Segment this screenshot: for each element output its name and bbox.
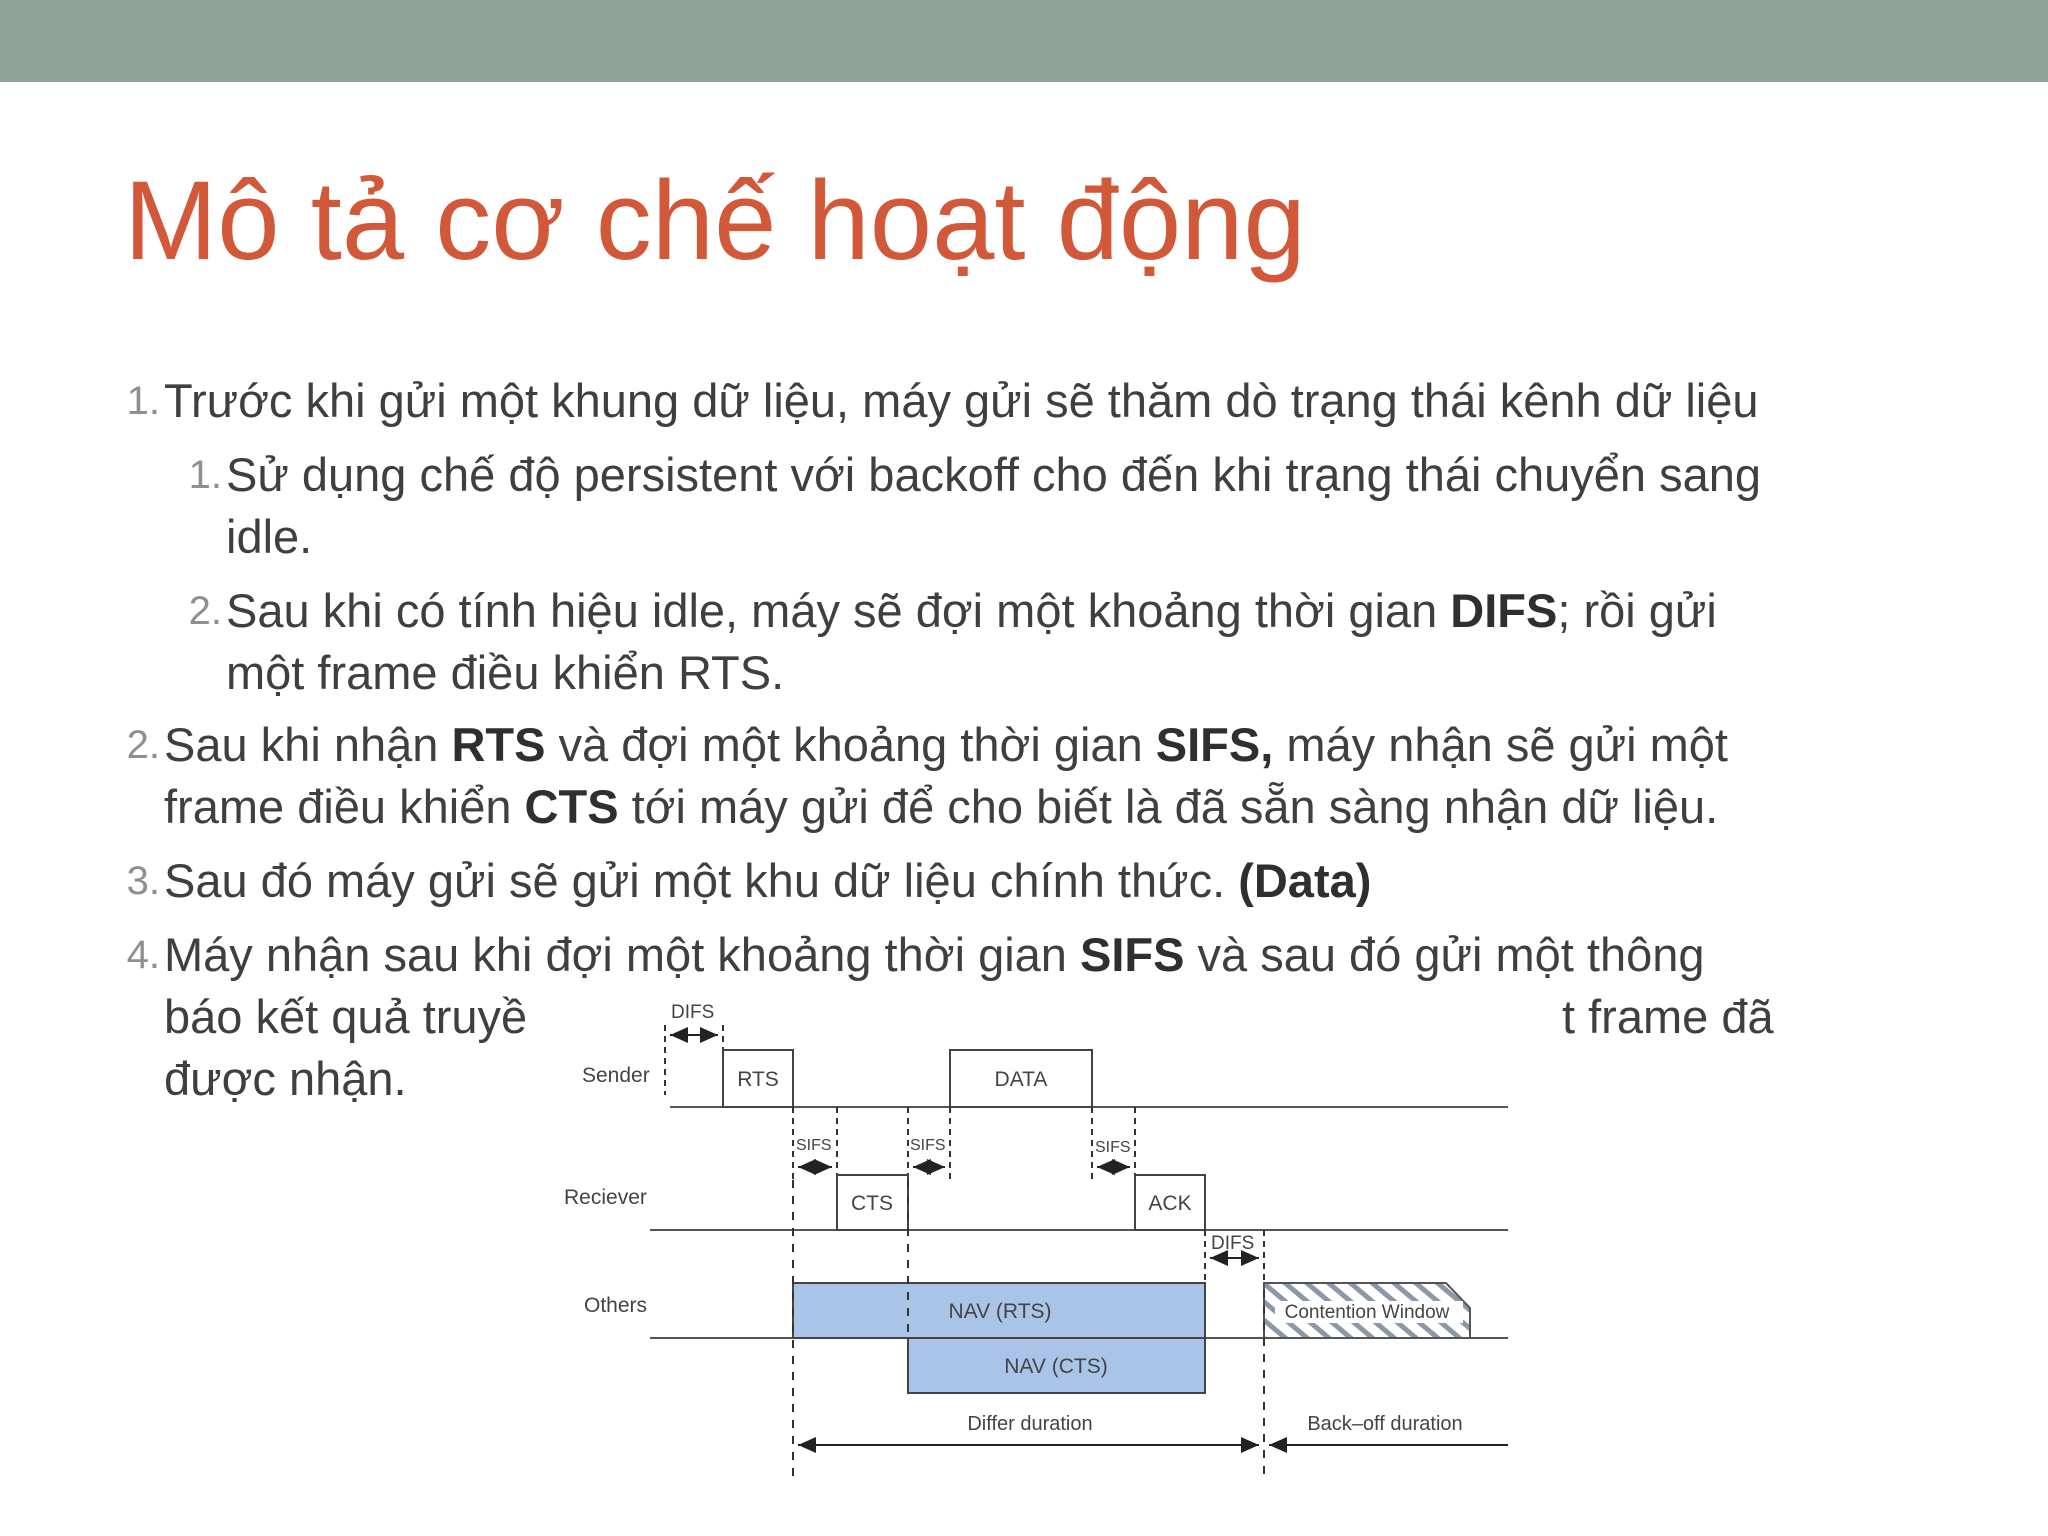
list-item-text: Sử dụng chế độ persistent với backoff cho đến khi trạng thái chuyển sang — [226, 448, 1762, 501]
nav-cts-label: NAV (CTS) — [1004, 1355, 1108, 1378]
list-item-2 — [126, 714, 1728, 838]
sifs-label: SIFS — [910, 1137, 946, 1154]
rts-cts-timing-diagram — [540, 990, 1544, 1490]
difs-label: DIFS — [1211, 1233, 1255, 1254]
list-item-text: Sau khi có tính hiệu idle, máy sẽ đợi một khoảng thời gian DIFS; rồi gửi — [226, 584, 1717, 637]
rts-label: RTS — [737, 1068, 779, 1091]
list-number: 1. — [126, 379, 160, 423]
data-label: DATA — [994, 1068, 1048, 1091]
list-number: 1. — [188, 453, 222, 497]
row-label-receiver: Reciever — [564, 1186, 647, 1209]
contention-window-label: Contention Window — [1284, 1302, 1450, 1323]
list-item-text: Sau khi nhận RTS và đợi một khoảng thời gian SIFS, máy nhận sẽ gửi một — [164, 718, 1728, 771]
sifs-label: SIFS — [796, 1137, 832, 1154]
nav-rts-label: NAV (RTS) — [948, 1300, 1052, 1323]
difs-label: DIFS — [671, 1002, 715, 1023]
list-item-text: Sau đó máy gửi sẽ gửi một khu dữ liệu chính thức. (Data) — [164, 854, 1372, 907]
list-item-1 — [126, 370, 1759, 432]
list-number: 4. — [126, 933, 160, 977]
list-item-text: idle. — [226, 510, 313, 563]
list-item-3 — [126, 850, 1372, 912]
backoff-duration-label: Back–off duration — [1307, 1413, 1463, 1435]
list-item-4-fragment — [1562, 986, 1774, 1048]
row-label-others: Others — [584, 1294, 648, 1317]
list-item-text: frame điều khiển CTS tới máy gửi để cho biết là đã sẵn sàng nhận dữ liệu. — [164, 780, 1719, 833]
list-item-text: một frame điều khiển RTS. — [226, 646, 785, 699]
list-item-text: báo kết quả truyề — [164, 990, 528, 1043]
sub-item-2 — [188, 580, 1717, 704]
list-number: 3. — [126, 859, 160, 903]
ack-label: ACK — [1148, 1192, 1192, 1215]
list-number: 2. — [126, 723, 160, 767]
cts-label: CTS — [851, 1192, 893, 1215]
list-item-text: Trước khi gửi một khung dữ liệu, máy gửi sẽ thăm dò trạng thái kênh dữ liệu — [164, 374, 1759, 427]
row-label-sender: Sender — [582, 1064, 650, 1087]
list-item-text: t frame đã — [1562, 990, 1774, 1043]
list-number: 2. — [188, 589, 222, 633]
differ-duration-label: Differ duration — [967, 1413, 1093, 1435]
list-item-text: Máy nhận sau khi đợi một khoảng thời gian SIFS và sau đó gửi một thông — [164, 928, 1705, 981]
slide-title: Mô tả cơ chế hoạt động — [124, 158, 1306, 283]
list-item-text: được nhận. — [164, 1052, 407, 1105]
header-bar — [0, 0, 2048, 82]
sub-item-1 — [188, 444, 1762, 568]
sifs-label: SIFS — [1095, 1139, 1131, 1156]
